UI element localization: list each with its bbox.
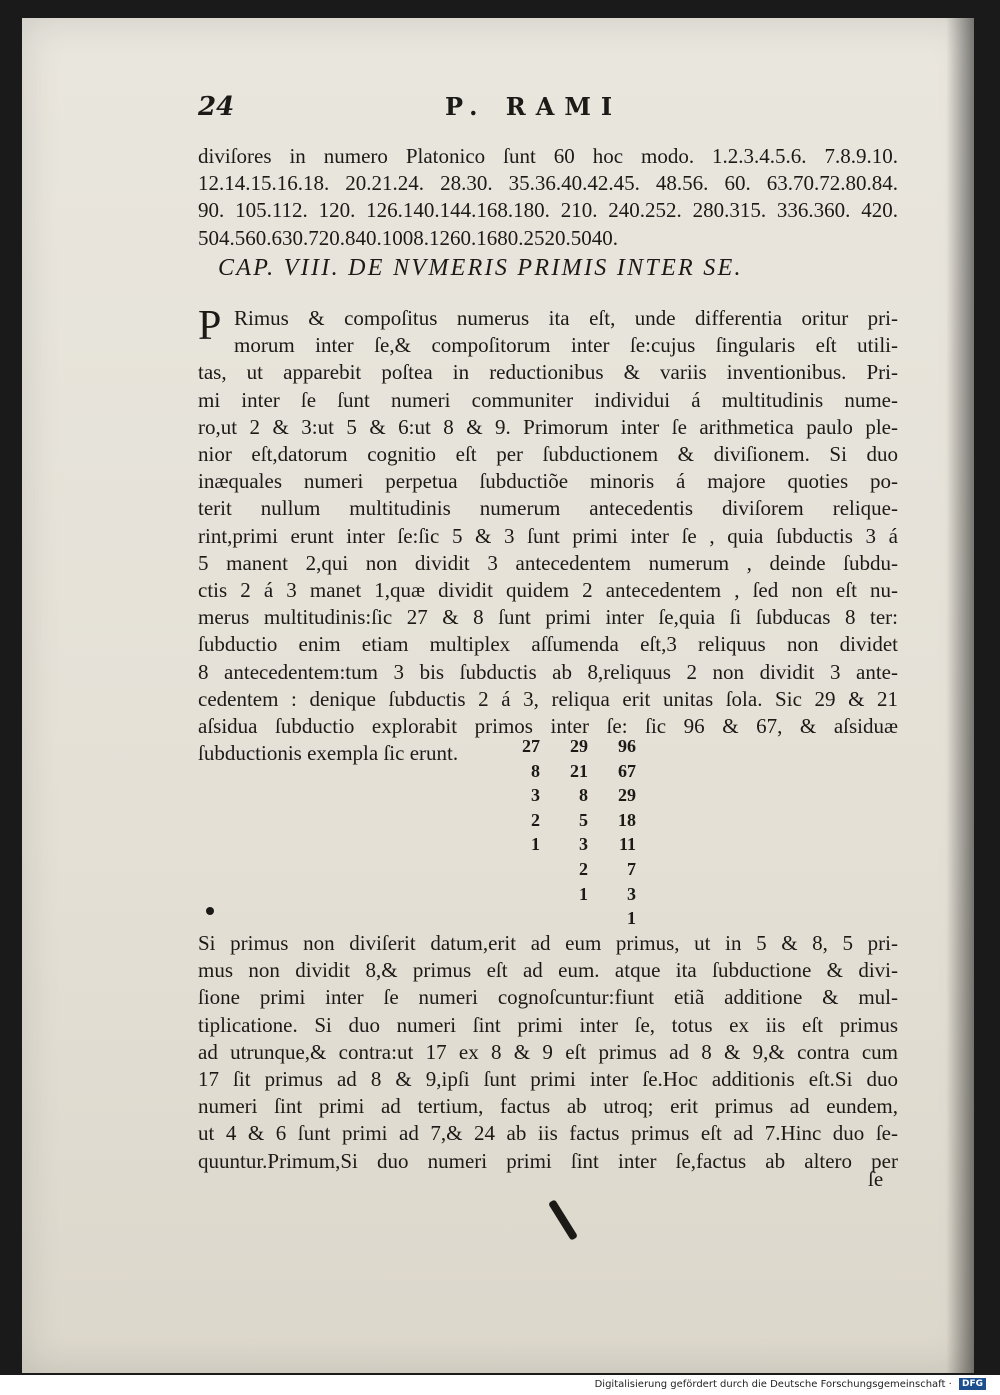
example-number: 1 [531,834,540,855]
example-number: 1 [627,908,636,929]
running-head: P. RAMI [445,92,623,121]
text-line: Rimus & compoſitus numerus ita eſt, unde differentia oritur pri- [234,306,898,330]
example-number: 11 [618,834,636,855]
text-line: ut 4 & 6 ſunt primi ad 7,& 24 ab iis factus primus eſt ad 7.Hinc duo ſe- [198,1121,898,1146]
dfg-logo: DFG [959,1378,986,1390]
example-number: 8 [531,760,540,781]
text-line: merus multitudinis:ſic 27 & 8 ſunt primi inter ſe,quia ſi ſubducas 8 ter: [198,605,898,630]
gutter-shadow [946,18,974,1373]
text-line: morum inter ſe,& compoſitorum inter ſe:cujus ſingularis eſt utili- [234,333,898,358]
example-number: 8 [579,785,588,806]
text-line: ctis 2 á 3 manet 1,quæ dividit quidem 2 antecedentem , ſed non eſt nu- [198,578,898,603]
text-line: 90. 105.112. 120. 126.140.144.168.180. 210. 240.252. 280.315. 336.360. 420. [198,198,898,223]
closing-paragraph [198,930,898,1175]
text-line: rint,primi erunt inter ſe:ſic 5 & 3 ſunt primi inter ſe , quia ſubductis 3 á [198,523,898,548]
text-line: mus non dividit 8,& primus eſt ad eum. atque ita ſubductione & divi- [198,958,898,983]
text-line: Si primus non diviſerit datum,erit ad eum primus, ut in 5 & 8, 5 pri- [198,931,898,955]
example-number: 1 [579,883,588,904]
text-line: ſubductionis exempla ſic erunt. [198,741,459,766]
text-line: mi inter ſe ſunt numeri communiter individui á multitudinis nume- [198,387,898,412]
example-number: 2 [579,858,588,879]
footer-text: Digitalisierung gefördert durch die Deutsche Forschungsgemeinschaft · [594,1379,952,1390]
text-line: 504.560.630.720.840.1008.1260.1680.2520.5040. [198,225,618,250]
example-number: 5 [579,809,588,830]
text-line: tiplicatione. Si duo numeri ſint primi inter ſe, totus ex iis eſt primus [198,1012,898,1037]
example-number: 96 [618,736,636,756]
text-line: numeri ſint primi ad tertium, factus ab utroq; erit primus ad eundem, [198,1094,898,1119]
text-line: tas, ut apparebit poſtea in reductionibus & variis inventionibus. Pri- [198,360,898,385]
divisor-list-paragraph [198,143,898,252]
text-line: ſione primi inter ſe numeri cognoſcuntur:fiunt etiã additione & mul- [198,985,898,1010]
example-column-29-21 [548,734,588,906]
text-line: 5 manent 2,qui non dividit 3 antecedentem numerum , deinde ſubdu- [198,550,898,575]
text-line: ad utrunque,& contra:ut 17 ex 8 & 9 eſt primus ad 8 & 9,& contra cum [198,1039,898,1064]
example-number: 2 [531,809,540,830]
text-line: 17 ſit primus ad 8 & 9,ipſi ſunt primi inter ſe.Hoc additionis eſt.Si duo [198,1067,898,1092]
catchword: ſe [868,1167,884,1191]
text-line: diviſores in numero Platonico ſunt 60 hoc modo. 1.2.3.4.5.6. 7.8.9.10. [198,144,898,168]
chapter-title: CAP. VIII. DE NVMERIS PRIMIS INTER SE. [218,255,743,281]
text-line: 8 antecedentem:tum 3 bis ſubductis ab 8,reliquus 2 non dividit 3 ante- [198,659,898,684]
example-number: 29 [570,736,588,756]
example-number: 21 [570,760,588,781]
text-line: quuntur.Primum,Si duo numeri primi ſint inter ſe,factus ab altero per [198,1148,898,1173]
text-line: aſsidua ſubductio explorabit primos inter ſe: ſic 96 & 67, & aſsiduæ [198,714,898,739]
chapter-paragraph [198,305,898,767]
example-number: 18 [618,809,636,830]
example-number: 3 [579,834,588,855]
example-number: 3 [627,883,636,904]
text-line: nior eſt,datorum cognitio eſt per ſubductionem & diviſionem. Si duo [198,442,898,467]
text-line: inæquales numeri perpetua ſubductiõe minoris á majore quoties po- [198,469,898,494]
example-column-96-67 [596,734,636,931]
text-line: ro,ut 2 & 3:ut 5 & 6:ut 8 & 9. Primorum inter ſe arithmetica paulo ple- [198,414,898,439]
example-column-27-8 [500,734,540,857]
digitization-footer [595,1375,986,1395]
example-number: 67 [618,760,636,781]
drop-cap: P [198,303,222,349]
example-number: 27 [522,736,540,756]
example-number: 29 [618,785,636,806]
ink-blot-mark [206,907,214,915]
text-line: 12.14.15.16.18. 20.21.24. 28.30. 35.36.40.42.45. 48.56. 60. 63.70.72.80.84. [198,171,898,196]
text-line: cedentem : denique ſubductis 2 á 3, reliqua erit unitas ſola. Sic 29 & 21 [198,686,898,711]
page-number: 24 [198,92,235,122]
text-line: ſubductio enim etiam multiplex aſſumenda eſt,3 reliquus non dividet [198,632,898,657]
example-number: 7 [627,858,636,879]
text-line: terit nullum multitudinis numerum antecedentis diviſorem relique- [198,496,898,521]
example-number: 3 [531,785,540,806]
page-header [198,92,898,124]
